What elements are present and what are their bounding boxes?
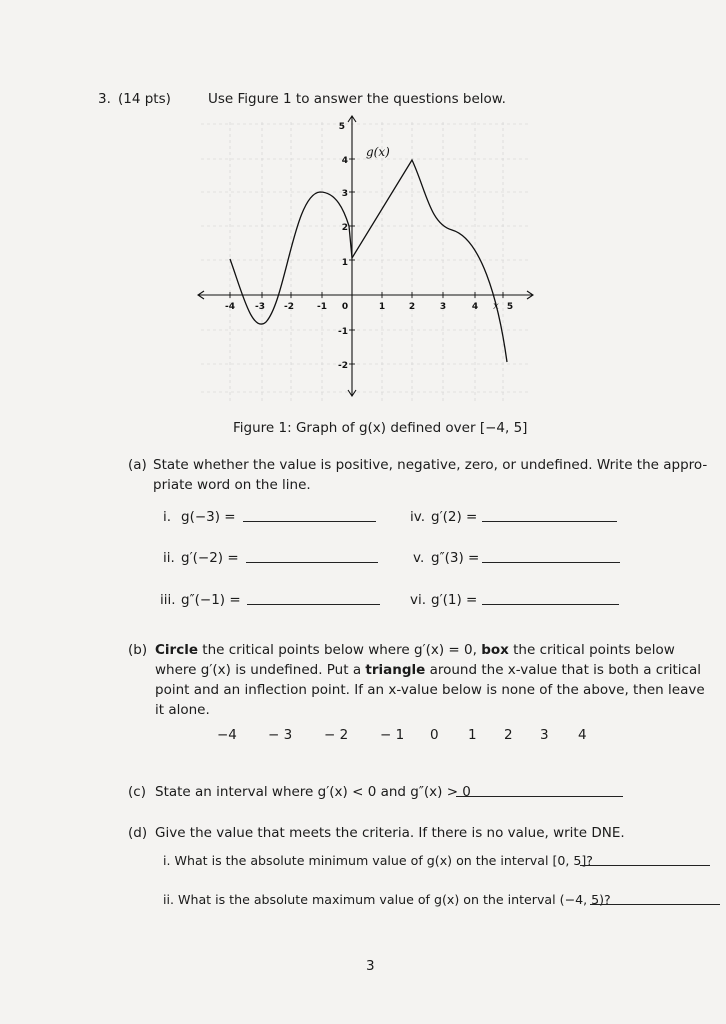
x-tick-label: -3 xyxy=(255,302,265,312)
part-d-label: (d) xyxy=(128,825,148,841)
y-tick-label: -2 xyxy=(338,361,348,371)
item-v-answer-line[interactable] xyxy=(482,548,620,563)
candidate-value[interactable]: 3 xyxy=(540,727,549,743)
candidate-value[interactable]: 1 xyxy=(468,727,477,743)
part-d-q1-answer-line[interactable] xyxy=(580,851,710,866)
part-b-line4: it alone. xyxy=(155,702,210,718)
item-iv-answer-line[interactable] xyxy=(482,507,617,522)
y-tick-label: -1 xyxy=(338,327,348,337)
part-b-line2a: where g′(x) is undefined. Put a xyxy=(155,662,366,678)
page-number: 3 xyxy=(366,958,375,974)
problem-points: (14 pts) xyxy=(118,91,171,107)
x-tick-label: 1 xyxy=(378,302,386,312)
part-a-label: (a) xyxy=(128,457,147,473)
box-word: box xyxy=(481,642,509,658)
x-tick-label: 5 xyxy=(506,302,514,312)
part-d-q2: ii. What is the absolute maximum value of g(x) on the interval (−4, 5)? xyxy=(163,892,611,907)
part-b-label: (b) xyxy=(128,642,148,658)
y-tick-label: 5 xyxy=(338,122,345,132)
item-v-roman: v. xyxy=(413,550,425,566)
item-i-answer-line[interactable] xyxy=(243,507,376,522)
item-v-expr: g″(3) = xyxy=(431,550,480,566)
circle-word: Circle xyxy=(155,642,198,658)
problem-number: 3. xyxy=(98,91,111,107)
candidate-value[interactable]: 2 xyxy=(504,727,513,743)
part-d-q2-answer-line[interactable] xyxy=(590,890,720,905)
item-iv-roman: iv. xyxy=(410,509,425,525)
problem-instruction: Use Figure 1 to answer the questions below. xyxy=(208,91,506,107)
part-d-text: Give the value that meets the criteria. If there is no value, write DNE. xyxy=(155,825,625,841)
part-d-q1: i. What is the absolute minimum value of g(x) on the interval [0, 5]? xyxy=(163,853,593,868)
item-ii-expr: g′(−2) = xyxy=(181,550,239,566)
y-tick-label: 1 xyxy=(341,258,348,268)
part-a-text-line1: State whether the value is positive, negative, zero, or undefined. Write the appro- xyxy=(153,457,708,473)
figure-graph xyxy=(190,112,540,412)
x-tick-label: 2 xyxy=(408,302,416,312)
item-iv-expr: g′(2) = xyxy=(431,509,478,525)
candidate-value[interactable]: −4 xyxy=(217,727,237,743)
part-c-label: (c) xyxy=(128,784,146,800)
item-ii-answer-line[interactable] xyxy=(246,548,378,563)
g-curve xyxy=(230,160,507,362)
part-b-text2: the critical points below xyxy=(508,642,675,658)
part-c-text: State an interval where g′(x) < 0 and g″(x) > 0 xyxy=(155,784,471,800)
x-tick-label: 4 xyxy=(471,302,479,312)
item-vi-answer-line[interactable] xyxy=(482,590,619,605)
part-b-line1 xyxy=(155,640,675,660)
candidate-value[interactable]: − 3 xyxy=(268,727,293,743)
x-tick-label: -1 xyxy=(317,302,327,312)
y-tick-label: 2 xyxy=(341,223,348,233)
x-tick-label: -4 xyxy=(225,302,235,312)
part-a-text-line2: priate word on the line. xyxy=(153,477,311,493)
part-b-line3: point and an inflection point. If an x-value below is none of the above, then leave xyxy=(155,682,705,698)
part-b-text1: the critical points below where g′(x) = 0, xyxy=(197,642,482,658)
item-iii-roman: iii. xyxy=(160,592,176,608)
item-i-expr: g(−3) = xyxy=(181,509,236,525)
x-tick-label: 3 xyxy=(439,302,447,312)
item-iii-answer-line[interactable] xyxy=(247,590,380,605)
triangle-word: triangle xyxy=(365,662,426,678)
part-b-line2 xyxy=(155,660,701,680)
curve-label: g(x) xyxy=(366,145,390,159)
y-tick-label: 4 xyxy=(341,156,348,166)
x-axis-label: x xyxy=(493,301,499,312)
candidate-value[interactable]: 0 xyxy=(430,727,439,743)
part-c-answer-line[interactable] xyxy=(456,782,623,797)
candidate-value[interactable]: − 2 xyxy=(324,727,349,743)
item-iii-expr: g″(−1) = xyxy=(181,592,241,608)
item-ii-roman: ii. xyxy=(163,550,175,566)
y-tick-label: 3 xyxy=(341,189,348,199)
candidate-value[interactable]: 4 xyxy=(578,727,587,743)
item-i-roman: i. xyxy=(163,509,172,525)
candidate-value[interactable]: − 1 xyxy=(380,727,405,743)
x-tick-label: -2 xyxy=(284,302,294,312)
item-vi-roman: vi. xyxy=(410,592,427,608)
x-tick-label: 0 xyxy=(341,302,349,312)
part-b-line2b: around the x-value that is both a critical xyxy=(425,662,701,678)
figure-caption: Figure 1: Graph of g(x) defined over [−4, 5] xyxy=(233,420,528,436)
item-vi-expr: g′(1) = xyxy=(431,592,478,608)
